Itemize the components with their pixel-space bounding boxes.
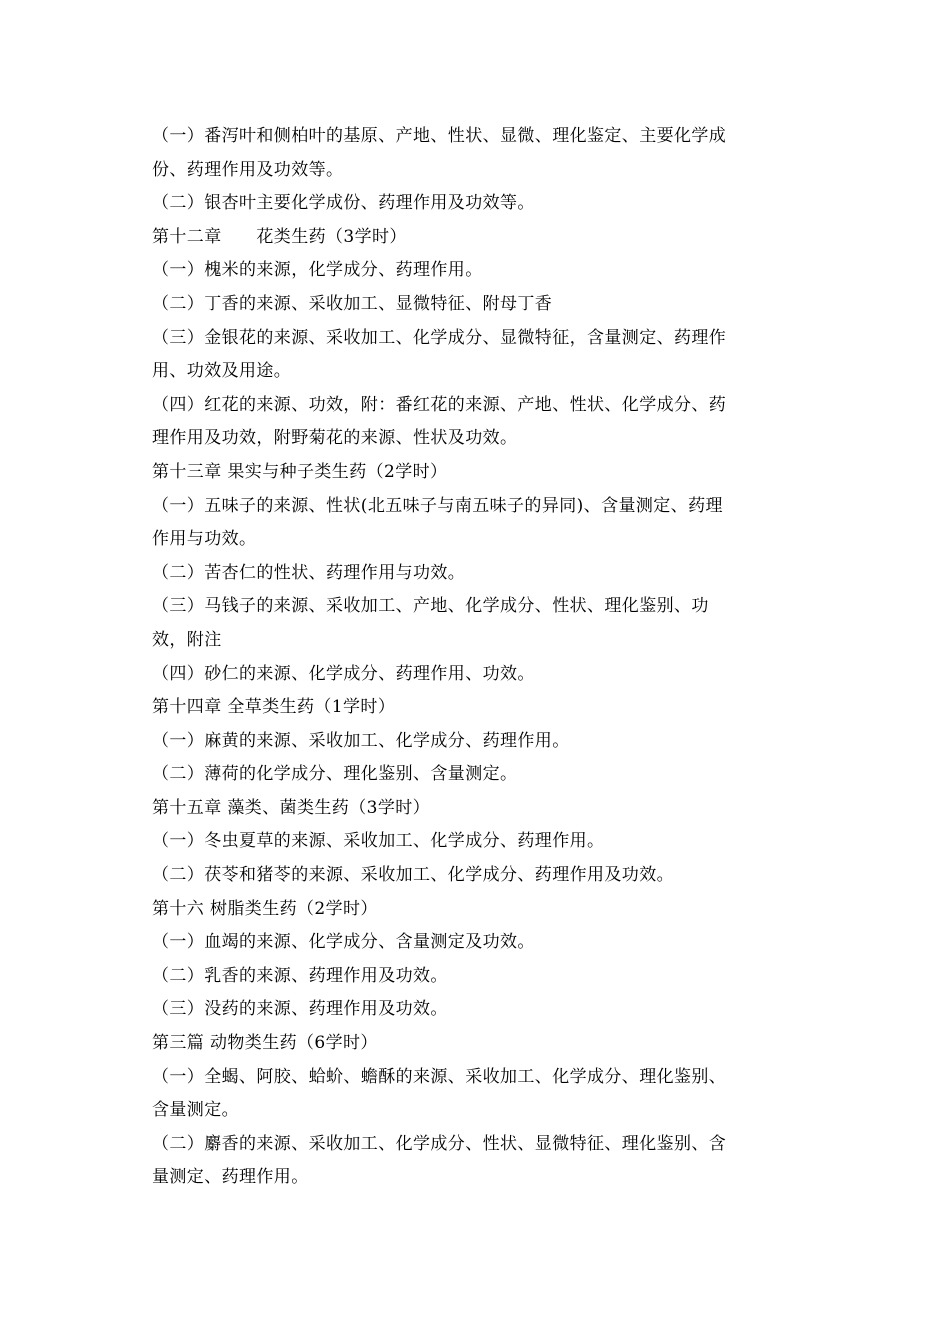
- chapter-heading: 第十四章 全草类生药（1学时）: [152, 697, 396, 718]
- text-line: （三）金银花的来源、采收加工、化学成分、显微特征，含量测定、药理作: [152, 327, 727, 348]
- text-line: （一）麻黄的来源、采收加工、化学成分、药理作用。: [152, 730, 570, 751]
- text-line: 效，附注: [152, 629, 222, 650]
- text-line: （四）红花的来源、功效，附：番红花的来源、产地、性状、化学成分、药: [152, 394, 727, 415]
- text-line: （一）全蝎、阿胶、蛤蚧、蟾酥的来源、采收加工、化学成分、理化鉴别、: [152, 1066, 727, 1087]
- text-line: 用、功效及用途。: [152, 361, 292, 382]
- text-line: （一）血竭的来源、化学成分、含量测定及功效。: [152, 932, 535, 953]
- text-line: 理作用及功效，附野菊花的来源、性状及功效。: [152, 428, 518, 449]
- text-line: 量测定、药理作用。: [152, 1167, 309, 1188]
- text-line: （二）麝香的来源、采收加工、化学成分、性状、显微特征、理化鉴别、含: [152, 1133, 727, 1154]
- text-line: （一）五味子的来源、性状(北五味子与南五味子的异同)、含量测定、药理: [152, 495, 723, 516]
- part-heading: 第三篇 动物类生药（6学时）: [152, 1033, 378, 1054]
- text-line: （二）苦杏仁的性状、药理作用与功效。: [152, 562, 466, 583]
- text-line: （二）乳香的来源、药理作用及功效。: [152, 965, 448, 986]
- chapter-heading: 第十五章 藻类、菌类生药（3学时）: [152, 797, 431, 818]
- document-body: [152, 120, 792, 1195]
- text-line: （一）番泻叶和侧柏叶的基原、产地、性状、显微、理化鉴定、主要化学成: [152, 126, 727, 146]
- text-line: （二）银杏叶主要化学成份、药理作用及功效等。: [152, 193, 535, 214]
- chapter-heading: 第十二章 花类生药（3学时）: [152, 226, 407, 247]
- text-line: 作用与功效。: [152, 529, 257, 550]
- text-line: 份、药理作用及功效等。: [152, 159, 344, 180]
- text-line: （三）马钱子的来源、采收加工、产地、化学成分、性状、理化鉴别、功: [152, 596, 709, 617]
- text-line: 含量测定。: [152, 1100, 239, 1121]
- text-line: （一）冬虫夏草的来源、采收加工、化学成分、药理作用。: [152, 831, 605, 852]
- text-line: （四）砂仁的来源、化学成分、药理作用、功效。: [152, 663, 535, 684]
- text-line: （二）丁香的来源、采收加工、显微特征、附母丁香: [152, 293, 553, 314]
- text-line: （一）槐米的来源，化学成分、药理作用。: [152, 260, 483, 281]
- text-line: （二）茯苓和猪苓的来源、采收加工、化学成分、药理作用及功效。: [152, 865, 674, 886]
- text-line: （二）薄荷的化学成分、理化鉴别、含量测定。: [152, 764, 518, 785]
- chapter-heading: 第十三章 果实与种子类生药（2学时）: [152, 461, 448, 482]
- text-line: （三）没药的来源、药理作用及功效。: [152, 999, 448, 1020]
- chapter-heading: 第十六 树脂类生药（2学时）: [152, 898, 378, 919]
